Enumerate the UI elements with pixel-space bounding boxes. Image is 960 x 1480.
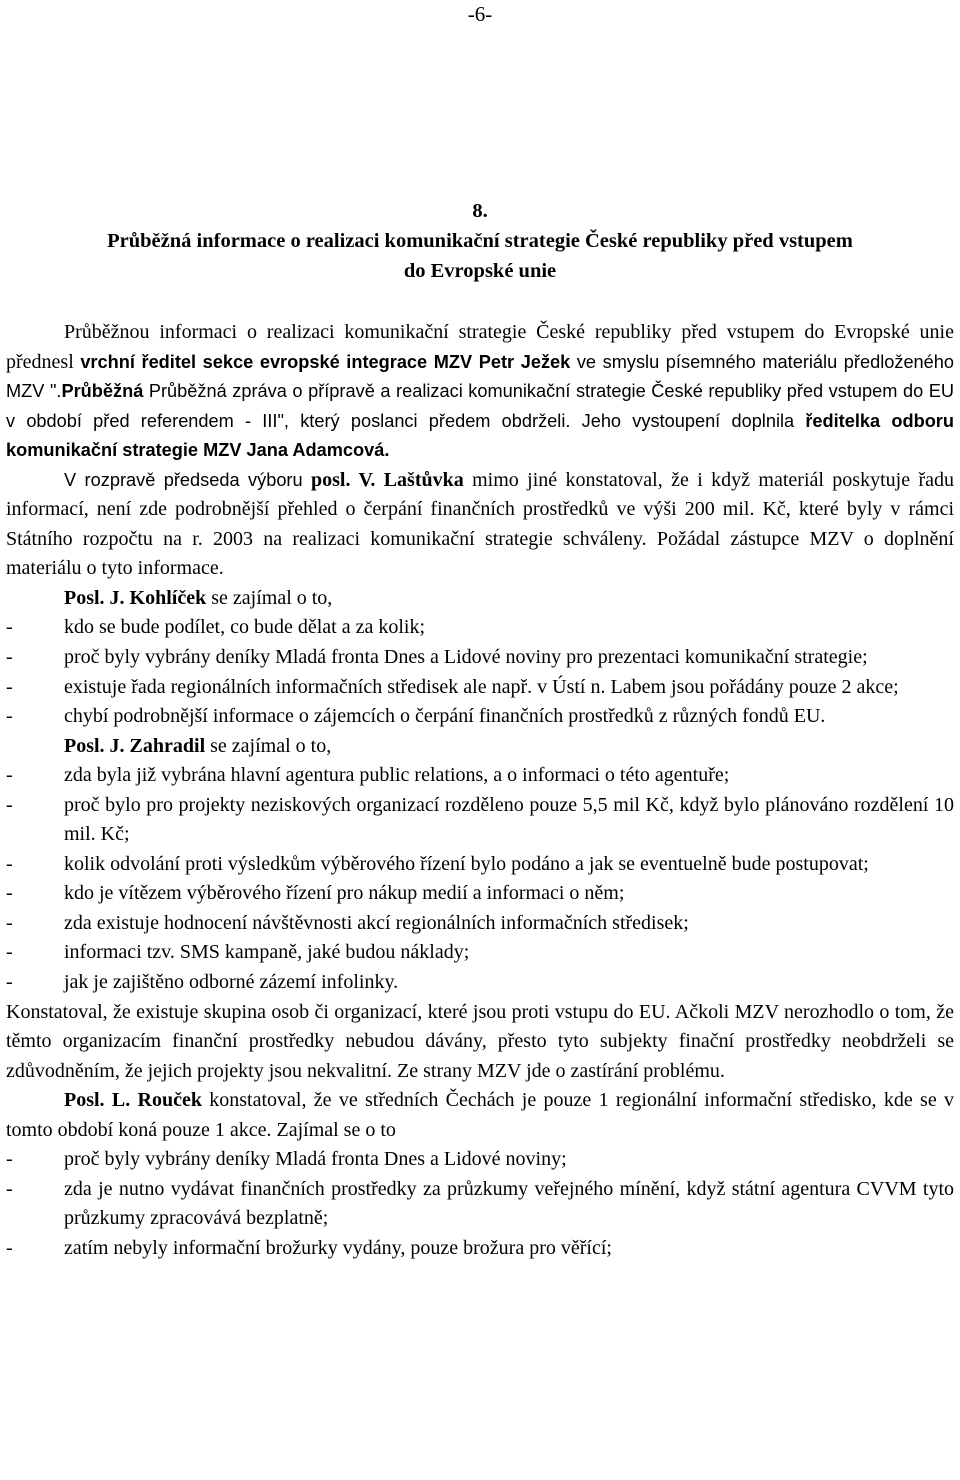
list-item bbox=[6, 643, 954, 673]
agenda-title-line-2: do Evropské unie bbox=[403, 260, 557, 282]
intro-material-text: ve smyslu písemného materiálu předloženého MZV ". bbox=[6, 351, 955, 402]
list-item-text: zda existuje hodnocení návštěvnosti akcí regionálních informačních středisek; bbox=[64, 911, 689, 934]
list-item-text: zda je nutno vydávat finančních prostředky za průzkumy veřejného mínění, když státní agentura CVVM tyto průzkumy zpracovává bezplatně; bbox=[64, 1177, 954, 1230]
document-body bbox=[6, 318, 954, 1264]
list-item-text: kdo je vítězem výběrového řízení pro nákup medií a informaci o něm; bbox=[64, 882, 625, 905]
presenter-name: vrchní ředitel sekce evropské integrace MZV Petr Ježek bbox=[80, 351, 571, 372]
list-item bbox=[6, 909, 954, 939]
kohlicek-intro-text: se zajímal o to, bbox=[211, 586, 333, 609]
list-item bbox=[6, 938, 954, 968]
list-dash: - bbox=[6, 1236, 13, 1259]
list-item bbox=[6, 850, 954, 880]
kohlicek-name: Posl. J. Kohlíček bbox=[64, 586, 207, 609]
list-dash: - bbox=[6, 971, 13, 994]
list-dash: - bbox=[6, 646, 13, 669]
paragraph-intro bbox=[6, 318, 954, 466]
intro-text: Průběžnou informaci o realizaci komunikační strategie České republiky před vstupem do Evropské unie přednesl bbox=[6, 321, 954, 373]
roucek-name: Posl. L. Rouček bbox=[64, 1089, 202, 1112]
zahradil-name: Posl. J. Zahradil bbox=[64, 734, 206, 757]
list-item-text: chybí podrobnější informace o zájemcích o čerpání finančních prostředků z různých fondů EU. bbox=[64, 705, 826, 728]
list-item-text: zatím nebyly informační brožurky vydány, pouze brožura pro věřící; bbox=[64, 1236, 612, 1259]
list-item bbox=[6, 1234, 954, 1264]
list-item-text: existuje řada regionálních informačních středisek ale např. v Ústí n. Labem jsou pořádány pouze 2 akce; bbox=[64, 675, 899, 698]
list-item bbox=[6, 1175, 954, 1234]
list-item-text: kdo se bude podílet, co bude dělat a za kolik; bbox=[64, 616, 426, 639]
agenda-heading bbox=[6, 196, 954, 286]
list-dash: - bbox=[6, 705, 13, 728]
list-item bbox=[6, 968, 954, 998]
list-dash: - bbox=[6, 675, 13, 698]
list-item-text: proč bylo pro projekty neziskových organizací rozděleno pouze 5,5 mil Kč, když bylo plánováno rozdělení 10 mil. Kč; bbox=[64, 793, 954, 846]
list-item-text: informaci tzv. SMS kampaně, jaké budou náklady; bbox=[64, 941, 470, 964]
report-title: Průběžná zpráva o přípravě a realizaci komunikační strategie České republiky před vstupem do EU v období před referendem - III", který poslanci předem obdrželi. bbox=[6, 381, 955, 431]
kohlicek-intro bbox=[6, 584, 954, 614]
list-dash: - bbox=[6, 764, 13, 787]
list-dash: - bbox=[6, 616, 13, 639]
list-dash: - bbox=[6, 941, 13, 964]
list-item-text: jak je zajištěno odborné zázemí infolinky. bbox=[64, 971, 399, 994]
chairman-name: posl. V. Laštůvka bbox=[310, 468, 464, 491]
roucek-intro-text: konstatoval, že ve středních Čechách je pouze 1 regionální informační středisko, kde se v tomto období koná pouze 1 akce. Zajímal se o to bbox=[6, 1089, 955, 1141]
list-dash: - bbox=[6, 911, 13, 934]
list-item-text: proč byly vybrány deníky Mladá fronta Dnes a Lidové noviny; bbox=[64, 1148, 567, 1171]
list-item bbox=[6, 1145, 954, 1175]
agenda-item-number: 8. bbox=[472, 200, 488, 222]
list-item bbox=[6, 702, 954, 732]
report-title-prefix: Průběžná bbox=[61, 381, 144, 402]
supplement-text: Jeho vystoupení doplnila bbox=[581, 410, 795, 431]
page-number: -6- bbox=[467, 2, 493, 26]
list-dash: - bbox=[6, 882, 13, 905]
list-item bbox=[6, 791, 954, 850]
list-item bbox=[6, 761, 954, 791]
list-dash: - bbox=[6, 852, 13, 875]
list-dash: - bbox=[6, 1177, 13, 1200]
agenda-title-line-1: Průběžná informace o realizaci komunikační strategie České republiky před vstupem bbox=[107, 230, 853, 252]
list-item bbox=[6, 613, 954, 643]
zahradil-intro-text: se zajímal o to, bbox=[210, 734, 332, 757]
chairman-statement: mimo jiné konstatoval, že i když materiál poskytuje řadu informací, není zde podrobnější přehled o čerpání finančních prostředků ve výši 200 mil. Kč, které byly v rámci Státního rozpočtu na r. 2003 na realizaci komunikační strategie schváleny. Požádal zástupce MZV o doplnění materiálu o tyto informace. bbox=[6, 468, 954, 580]
list-item bbox=[6, 879, 954, 909]
list-item-text: proč byly vybrány deníky Mladá fronta Dnes a Lidové noviny pro prezentaci komunikační strategie; bbox=[64, 646, 868, 669]
list-item-text: kolik odvolání proti výsledkům výběrového řízení bylo podáno a jak se eventuelně bude postupovat; bbox=[64, 852, 869, 875]
list-item-text: zda byla již vybrána hlavní agentura public relations, a o informaci o této agentuře; bbox=[64, 764, 730, 787]
list-dash: - bbox=[6, 1148, 13, 1171]
zahradil-conclusion: Konstatoval, že existuje skupina osob či organizací, které jsou proti vstupu do EU. Ačkoli MZV nerozhodlo o tom, že těmto organizacím finanční prostředky nebudou dávány, přesto tyto subjekty finační prostředky neobdrželi se zdůvodněním, že jejich projekty jsou nekvalitní. Ze strany MZV jde o zastírání problému. bbox=[6, 1000, 954, 1082]
supplement-presenter-name: ředitelka odboru komunikační strategie MZV Jana Adamcová. bbox=[6, 410, 954, 461]
zahradil-intro bbox=[6, 732, 954, 762]
paragraph-debate bbox=[6, 466, 954, 584]
debate-intro: V rozpravě předseda výboru bbox=[64, 469, 303, 490]
list-dash: - bbox=[6, 793, 13, 816]
list-item bbox=[6, 673, 954, 703]
roucek-intro bbox=[6, 1086, 954, 1145]
